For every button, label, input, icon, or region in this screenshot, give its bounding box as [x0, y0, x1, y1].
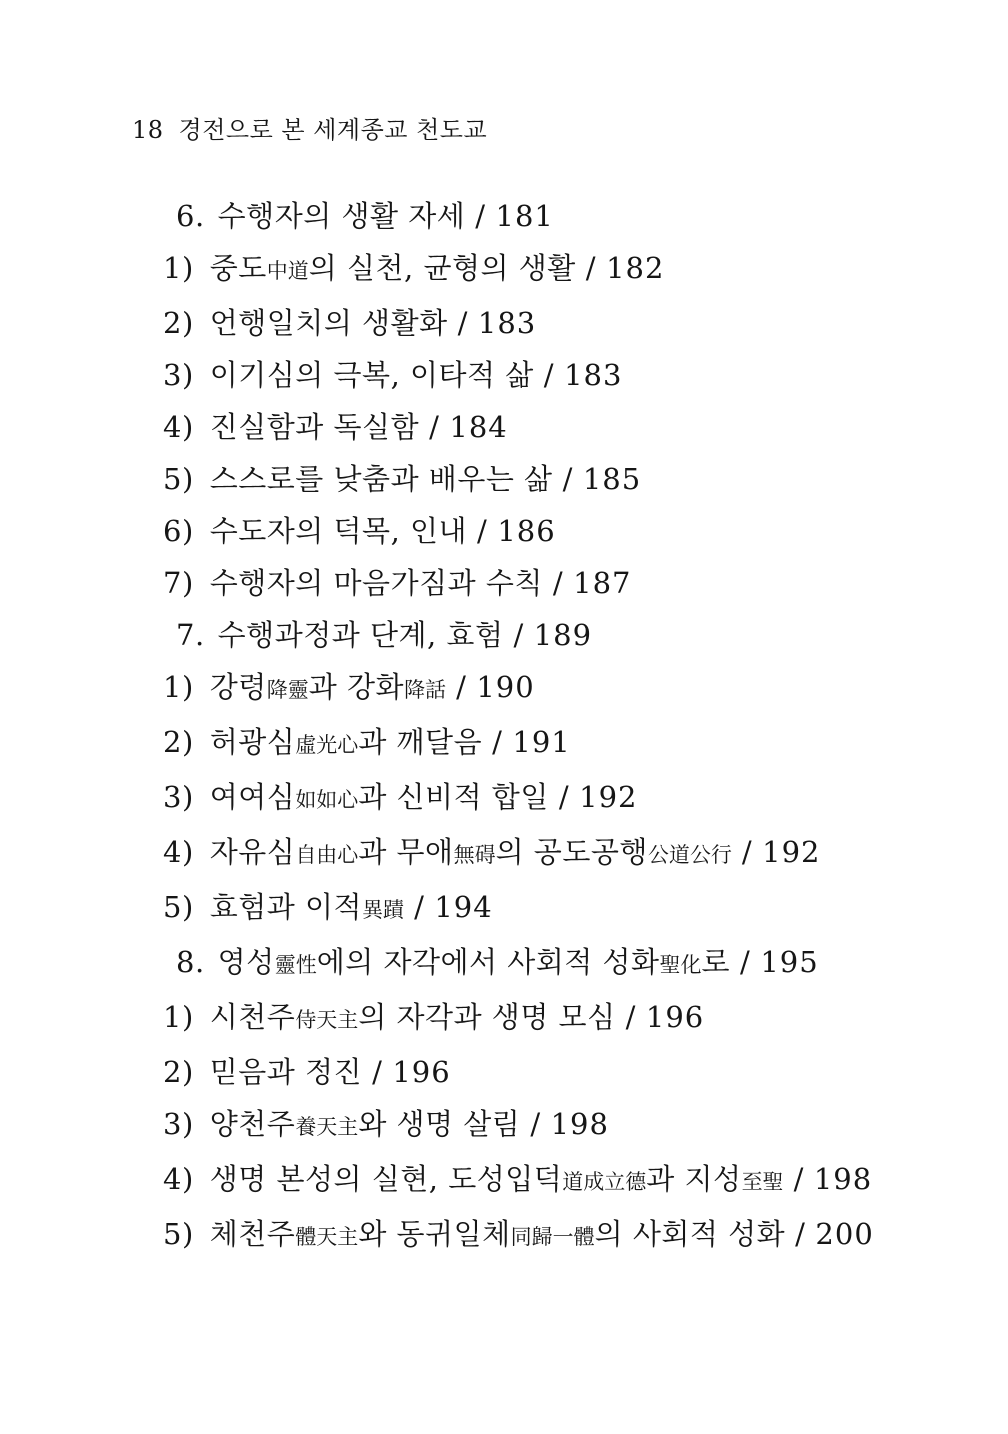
hanja-text: 侍天主	[295, 1008, 359, 1032]
toc-item	[163, 727, 923, 760]
table-of-contents	[163, 201, 923, 1274]
title-text: 언행일치의 생활화	[209, 306, 448, 340]
title-text: 이기심의 극복, 이타적 삶	[209, 358, 534, 392]
hanja-text: 如如心	[295, 788, 359, 812]
hanja-text: 無碍	[453, 843, 496, 867]
separator-slash: /	[552, 566, 564, 600]
title-text: 과 신비적 합일	[358, 780, 549, 814]
title-text: 생명 본성의 실현, 도성입덕	[209, 1162, 563, 1196]
separator-slash: /	[562, 462, 573, 496]
hanja-text: 靈性	[274, 953, 317, 977]
separator-slash: /	[585, 251, 597, 285]
title-text: 의 사회적 성화	[594, 1217, 786, 1251]
title-text: 강령	[209, 670, 267, 704]
title-text: 과 강화	[308, 670, 405, 704]
toc-item	[163, 464, 923, 494]
section-number: 7.	[176, 618, 205, 652]
separator-slash: /	[492, 725, 503, 759]
toc-item	[163, 516, 923, 546]
hanja-text: 道成立德	[562, 1170, 647, 1194]
item-number: 1)	[163, 251, 194, 285]
title-text: 체천주	[209, 1217, 296, 1251]
toc-item	[163, 782, 923, 815]
section-number: 8.	[176, 945, 205, 979]
separator-slash: /	[477, 514, 488, 548]
title-text: 수행자의 마음가짐과 수칙	[209, 566, 543, 600]
toc-section-header	[163, 947, 923, 980]
title-text: 중도	[209, 251, 267, 285]
title-text: 스스로를 낮춤과 배우는 삶	[209, 462, 553, 496]
separator-slash: /	[475, 199, 486, 233]
header-book-title: 경전으로 본 세계종교 천도교	[178, 116, 488, 144]
toc-item	[163, 1219, 923, 1252]
toc-section-header	[163, 620, 923, 650]
title-text: 진실함과 독실함	[209, 410, 420, 444]
page-number-ref: 196	[392, 1055, 451, 1089]
section-number: 6.	[176, 199, 205, 233]
toc-item	[163, 308, 923, 338]
toc-item	[163, 412, 923, 442]
separator-slash: /	[513, 618, 524, 652]
item-number: 2)	[163, 725, 194, 759]
item-number: 3)	[163, 358, 194, 392]
title-text: 수도자의 덕목, 인내	[209, 514, 468, 548]
separator-slash: /	[625, 1000, 636, 1034]
separator-slash: /	[429, 410, 440, 444]
item-number: 5)	[163, 890, 194, 924]
page-number-ref: 189	[533, 618, 593, 652]
title-text: 과 깨달음	[358, 725, 483, 759]
item-number: 4)	[163, 835, 194, 869]
title-text: 수행과정과 단계, 효험	[217, 618, 504, 652]
item-number: 4)	[163, 1162, 194, 1196]
separator-slash: /	[456, 670, 467, 704]
title-text: 와 동귀일체	[358, 1217, 511, 1251]
separator-slash: /	[457, 306, 468, 340]
toc-item	[163, 1002, 923, 1035]
hanja-text: 自由心	[295, 843, 359, 867]
title-text: 허광심	[209, 725, 296, 759]
item-number: 3)	[163, 780, 194, 814]
item-number: 5)	[163, 462, 194, 496]
separator-slash: /	[372, 1055, 383, 1089]
title-text: 시천주	[209, 1000, 296, 1034]
hanja-text: 至聖	[741, 1170, 784, 1194]
separator-slash: /	[543, 358, 555, 392]
page-number-ref: 183	[477, 306, 537, 340]
page-number-ref: 181	[495, 199, 554, 233]
header-page-number: 18	[132, 116, 164, 144]
separator-slash: /	[414, 890, 425, 924]
separator-slash: /	[530, 1107, 541, 1141]
item-number: 1)	[163, 670, 194, 704]
separator-slash: /	[740, 945, 751, 979]
item-number: 3)	[163, 1107, 194, 1141]
page-number-ref: 196	[645, 1000, 705, 1034]
item-number: 6)	[163, 514, 194, 548]
hanja-text: 體天主	[295, 1225, 359, 1249]
page-number-ref: 183	[564, 358, 623, 392]
toc-item	[163, 1109, 923, 1142]
item-number: 5)	[163, 1217, 194, 1251]
item-number: 2)	[163, 306, 194, 340]
page-number-ref: 184	[449, 410, 508, 444]
hanja-text: 中道	[266, 259, 309, 283]
title-text: 의 공도공행	[495, 835, 648, 869]
title-text: 와 생명 살림	[358, 1107, 521, 1141]
title-text: 수행자의 생활 자세	[217, 199, 466, 233]
toc-item	[163, 837, 923, 870]
page-number-ref: 187	[573, 566, 632, 600]
running-header	[132, 110, 487, 145]
page-number-ref: 198	[550, 1107, 609, 1141]
title-text: 영성	[217, 945, 275, 979]
toc-section-header	[163, 201, 923, 231]
page-number-ref: 194	[434, 890, 493, 924]
title-text: 에의 자각에서 사회적 성화	[316, 945, 660, 979]
title-text: 과 무애	[358, 835, 454, 869]
page-number-ref: 195	[760, 945, 819, 979]
title-text: 자유심	[209, 835, 296, 869]
toc-item	[163, 672, 923, 705]
item-number: 2)	[163, 1055, 194, 1089]
toc-item	[163, 360, 923, 390]
page-number-ref: 190	[476, 670, 535, 704]
hanja-text: 養天主	[295, 1115, 359, 1139]
page-number-ref: 185	[582, 462, 642, 496]
page-number-ref: 186	[497, 514, 556, 548]
title-text: 의 자각과 생명 모심	[358, 1000, 616, 1034]
toc-item	[163, 892, 923, 925]
hanja-text: 聖化	[659, 953, 702, 977]
title-text: 믿음과 정진	[209, 1055, 363, 1089]
hanja-text: 降話	[404, 678, 447, 702]
separator-slash: /	[795, 1217, 806, 1251]
hanja-text: 同歸一體	[510, 1225, 595, 1249]
toc-item	[163, 1057, 923, 1087]
title-text: 여여심	[209, 780, 296, 814]
page-number-ref: 192	[762, 835, 821, 869]
title-text: 과 지성	[646, 1162, 742, 1196]
page-number-ref: 200	[815, 1217, 874, 1251]
item-number: 1)	[163, 1000, 194, 1034]
separator-slash: /	[793, 1162, 804, 1196]
page-number-ref: 192	[579, 780, 638, 814]
toc-item	[163, 253, 923, 286]
title-text: 양천주	[209, 1107, 296, 1141]
page-number-ref: 191	[512, 725, 571, 759]
hanja-text: 虛光心	[295, 733, 359, 757]
page-number-ref: 182	[606, 251, 665, 285]
separator-slash: /	[558, 780, 570, 814]
title-text: 의 실천, 균형의 생활	[308, 251, 576, 285]
toc-item	[163, 1164, 923, 1197]
page-number-ref: 198	[813, 1162, 873, 1196]
hanja-text: 異蹟	[362, 898, 405, 922]
item-number: 4)	[163, 410, 194, 444]
title-text: 효험과 이적	[209, 890, 363, 924]
hanja-text: 公道公行	[647, 843, 732, 867]
separator-slash: /	[741, 835, 753, 869]
title-text: 로	[701, 945, 731, 979]
toc-item	[163, 568, 923, 598]
hanja-text: 降靈	[266, 678, 309, 702]
item-number: 7)	[163, 566, 194, 600]
